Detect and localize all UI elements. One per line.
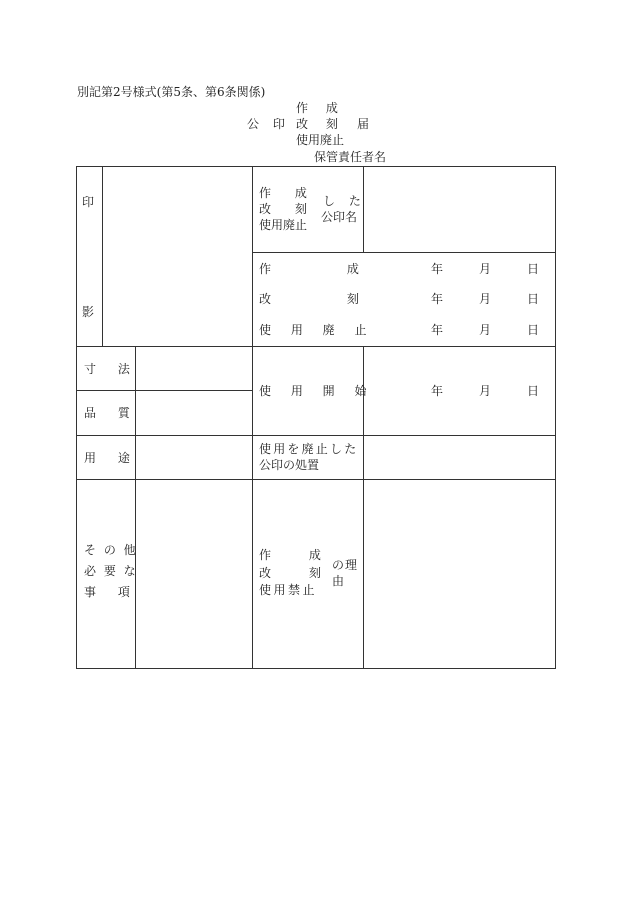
other-field[interactable] — [136, 480, 252, 668]
date-recarve-year: 年 — [431, 292, 444, 306]
date-create-year: 年 — [431, 262, 444, 276]
date-abolish-year: 年 — [431, 323, 444, 337]
seal-name-field[interactable] — [364, 167, 555, 252]
form-number: 別記第2号様式(第5条、第6条関係) — [77, 85, 266, 99]
reason-opt-recarve: 改 刻 — [259, 566, 321, 580]
date-create-month: 月 — [479, 262, 492, 276]
date-abolish-day: 日 — [527, 323, 540, 337]
date-recarve-month: 月 — [479, 292, 492, 306]
quality-field[interactable] — [136, 391, 252, 435]
date-row-recarve-label — [259, 292, 359, 306]
title-option-abolish: 使用廃止 — [296, 133, 345, 147]
date-abolish-text: 使 用 廃 止 — [259, 323, 367, 337]
applicant-name-label: 保管責任者名 — [314, 150, 387, 164]
disposal-field[interactable] — [364, 436, 555, 479]
reason-field[interactable] — [364, 480, 555, 668]
date-row-create-label — [259, 262, 359, 276]
use-start-month: 月 — [479, 384, 492, 398]
quality-label: 品 質 — [84, 406, 130, 420]
seal-name-suffix-1: し た — [323, 194, 361, 208]
disposal-label-line1: 使用を廃止した — [259, 442, 359, 456]
title-option-create: 作 成 — [296, 101, 338, 115]
other-label-line2: 必 要 な — [84, 564, 136, 578]
date-recarve-day: 日 — [527, 292, 540, 306]
seal-impression-area — [103, 167, 252, 346]
seal-name-opt-abolish: 使用廃止 — [259, 218, 308, 232]
purpose-field[interactable] — [136, 436, 252, 479]
title-suffix: 届 — [357, 117, 370, 131]
reason-suffix-2: 由 — [332, 574, 345, 588]
title-prefix: 公 印 — [247, 117, 285, 131]
disposal-label-line2: 公印の処置 — [259, 458, 320, 472]
reason-opt-prohibit: 使用禁止 — [259, 583, 318, 597]
title-option-recarve: 改 刻 — [296, 117, 338, 131]
other-label-line1: そ の 他 — [84, 543, 136, 557]
other-label-line3: 事 項 — [84, 585, 130, 599]
date-row-abolish-label — [259, 323, 367, 337]
use-start-year: 年 — [431, 384, 444, 398]
seal-name-opt-recarve: 改 刻 — [259, 202, 307, 216]
date-create-day: 日 — [527, 262, 540, 276]
use-start-label: 使 用 開 始 — [259, 384, 367, 398]
seal-label-top: 印 — [82, 195, 95, 209]
use-start-day: 日 — [527, 384, 540, 398]
reason-opt-create: 作 成 — [259, 548, 321, 562]
purpose-label: 用 途 — [84, 451, 130, 465]
size-field[interactable] — [136, 347, 252, 390]
seal-name-opt-create: 作 成 — [259, 186, 307, 200]
reason-suffix-1: の理 — [332, 558, 359, 572]
date-recarve-text: 改 刻 — [259, 292, 359, 306]
size-label: 寸 法 — [84, 362, 130, 376]
seal-name-suffix-2: 公印名 — [321, 210, 358, 224]
seal-label-bottom: 影 — [82, 305, 95, 319]
date-create-text: 作 成 — [259, 262, 359, 276]
date-abolish-month: 月 — [479, 323, 492, 337]
